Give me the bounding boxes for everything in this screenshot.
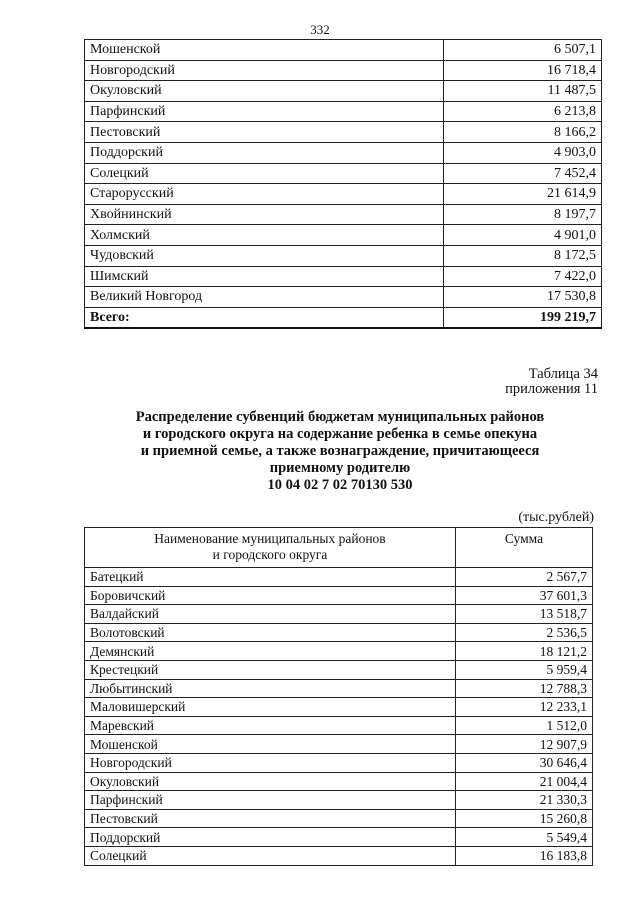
title-line: и городского округа на содержание ребенка в семье опекуна [142, 426, 538, 442]
district-name: Любытинский [85, 679, 456, 698]
table-row [85, 735, 593, 754]
total-row [85, 307, 602, 328]
district-name: Пестовский [85, 809, 456, 828]
table-row [85, 287, 602, 308]
table-row [85, 586, 593, 605]
table-continuation [84, 39, 602, 329]
table-row [85, 846, 593, 865]
amount-value: 1 512,0 [456, 716, 593, 735]
amount-value: 6 507,1 [444, 40, 602, 61]
header-name-line: Наименование муниципальных районов [154, 531, 386, 546]
table-row [85, 81, 602, 102]
amount-value: 15 260,8 [456, 809, 593, 828]
amount-value: 12 788,3 [456, 679, 593, 698]
total-label: Всего: [85, 307, 444, 328]
amount-value: 4 901,0 [444, 225, 602, 246]
district-name: Чудовский [85, 245, 444, 266]
amount-value: 8 197,7 [444, 204, 602, 225]
table-continuation-body [85, 40, 602, 329]
amount-value: 8 172,5 [444, 245, 602, 266]
units-label: (тыс.рублей) [518, 510, 594, 525]
amount-value: 8 166,2 [444, 122, 602, 143]
table-row [85, 679, 593, 698]
title-line: и приемной семье, а также вознаграждение, причитающееся [140, 443, 540, 459]
district-name: Новгородский [85, 753, 456, 772]
district-name: Поддорский [85, 142, 444, 163]
table-row [85, 605, 593, 624]
header-sum-cell: Сумма [456, 528, 593, 568]
total-value: 199 219,7 [444, 307, 602, 328]
table-row [85, 142, 602, 163]
amount-value: 21 004,4 [456, 772, 593, 791]
amount-value: 2 536,5 [456, 623, 593, 642]
amount-value: 37 601,3 [456, 586, 593, 605]
table-row [85, 60, 602, 81]
district-name: Маревский [85, 716, 456, 735]
page-number: 332 [310, 22, 330, 37]
amount-value: 5 959,4 [456, 660, 593, 679]
district-name: Окуловский [85, 772, 456, 791]
amount-value: 2 567,7 [456, 568, 593, 587]
amount-value: 21 330,3 [456, 791, 593, 810]
district-name: Солецкий [85, 846, 456, 865]
district-name: Хвойнинский [85, 204, 444, 225]
district-name: Парфинский [85, 101, 444, 122]
table-row [85, 122, 602, 143]
district-name: Великий Новгород [85, 287, 444, 308]
amount-value: 5 549,4 [456, 828, 593, 847]
district-name: Батецкий [85, 568, 456, 587]
district-name: Окуловский [85, 81, 444, 102]
table-row [85, 623, 593, 642]
document-title [60, 409, 620, 494]
amount-value: 21 614,9 [444, 184, 602, 205]
table-row [85, 40, 602, 61]
table-row [85, 184, 602, 205]
table-row [85, 642, 593, 661]
table-row [85, 101, 602, 122]
district-name: Поддорский [85, 828, 456, 847]
district-name: Волотовский [85, 623, 456, 642]
subvention-table-body [85, 528, 593, 866]
district-name: Новгородский [85, 60, 444, 81]
district-name: Валдайский [85, 605, 456, 624]
table-row [85, 753, 593, 772]
district-name: Боровичский [85, 586, 456, 605]
table-row [85, 568, 593, 587]
amount-value: 12 907,9 [456, 735, 593, 754]
district-name: Крестецкий [85, 660, 456, 679]
district-name: Мошенской [85, 735, 456, 754]
table-row [85, 204, 602, 225]
amount-value: 30 646,4 [456, 753, 593, 772]
amount-value: 13 518,7 [456, 605, 593, 624]
district-name: Парфинский [85, 791, 456, 810]
amount-value: 18 121,2 [456, 642, 593, 661]
title-line: 10 04 02 7 02 70130 530 [267, 477, 413, 493]
title-line: Распределение субвенций бюджетам муниципальных районов [135, 409, 545, 425]
table-row [85, 828, 593, 847]
table-row [85, 772, 593, 791]
header-name-cell [85, 528, 456, 568]
district-name: Мошенской [85, 40, 444, 61]
table-number: Таблица 34 [528, 366, 598, 382]
table-row [85, 809, 593, 828]
amount-value: 7 452,4 [444, 163, 602, 184]
district-name: Маловишерский [85, 698, 456, 717]
district-name: Солецкий [85, 163, 444, 184]
district-name: Шимский [85, 266, 444, 287]
table-row [85, 660, 593, 679]
district-name: Старорусский [85, 184, 444, 205]
district-name: Демянский [85, 642, 456, 661]
table-row [85, 698, 593, 717]
amount-value: 11 487,5 [444, 81, 602, 102]
amount-value: 16 183,8 [456, 846, 593, 865]
amount-value: 4 903,0 [444, 142, 602, 163]
table-row [85, 266, 602, 287]
table-row [85, 791, 593, 810]
table-row [85, 245, 602, 266]
table-row [85, 225, 602, 246]
amount-value: 12 233,1 [456, 698, 593, 717]
table-row [85, 716, 593, 735]
district-name: Пестовский [85, 122, 444, 143]
amount-value: 16 718,4 [444, 60, 602, 81]
title-line: приемному родителю [269, 460, 411, 476]
table-row [85, 163, 602, 184]
subvention-table [84, 527, 593, 866]
amount-value: 6 213,8 [444, 101, 602, 122]
appendix-label: приложения 11 [505, 381, 598, 397]
amount-value: 17 530,8 [444, 287, 602, 308]
amount-value: 7 422,0 [444, 266, 602, 287]
header-name-line: и городского округа [212, 547, 328, 562]
table-header-row [85, 528, 593, 568]
district-name: Холмский [85, 225, 444, 246]
